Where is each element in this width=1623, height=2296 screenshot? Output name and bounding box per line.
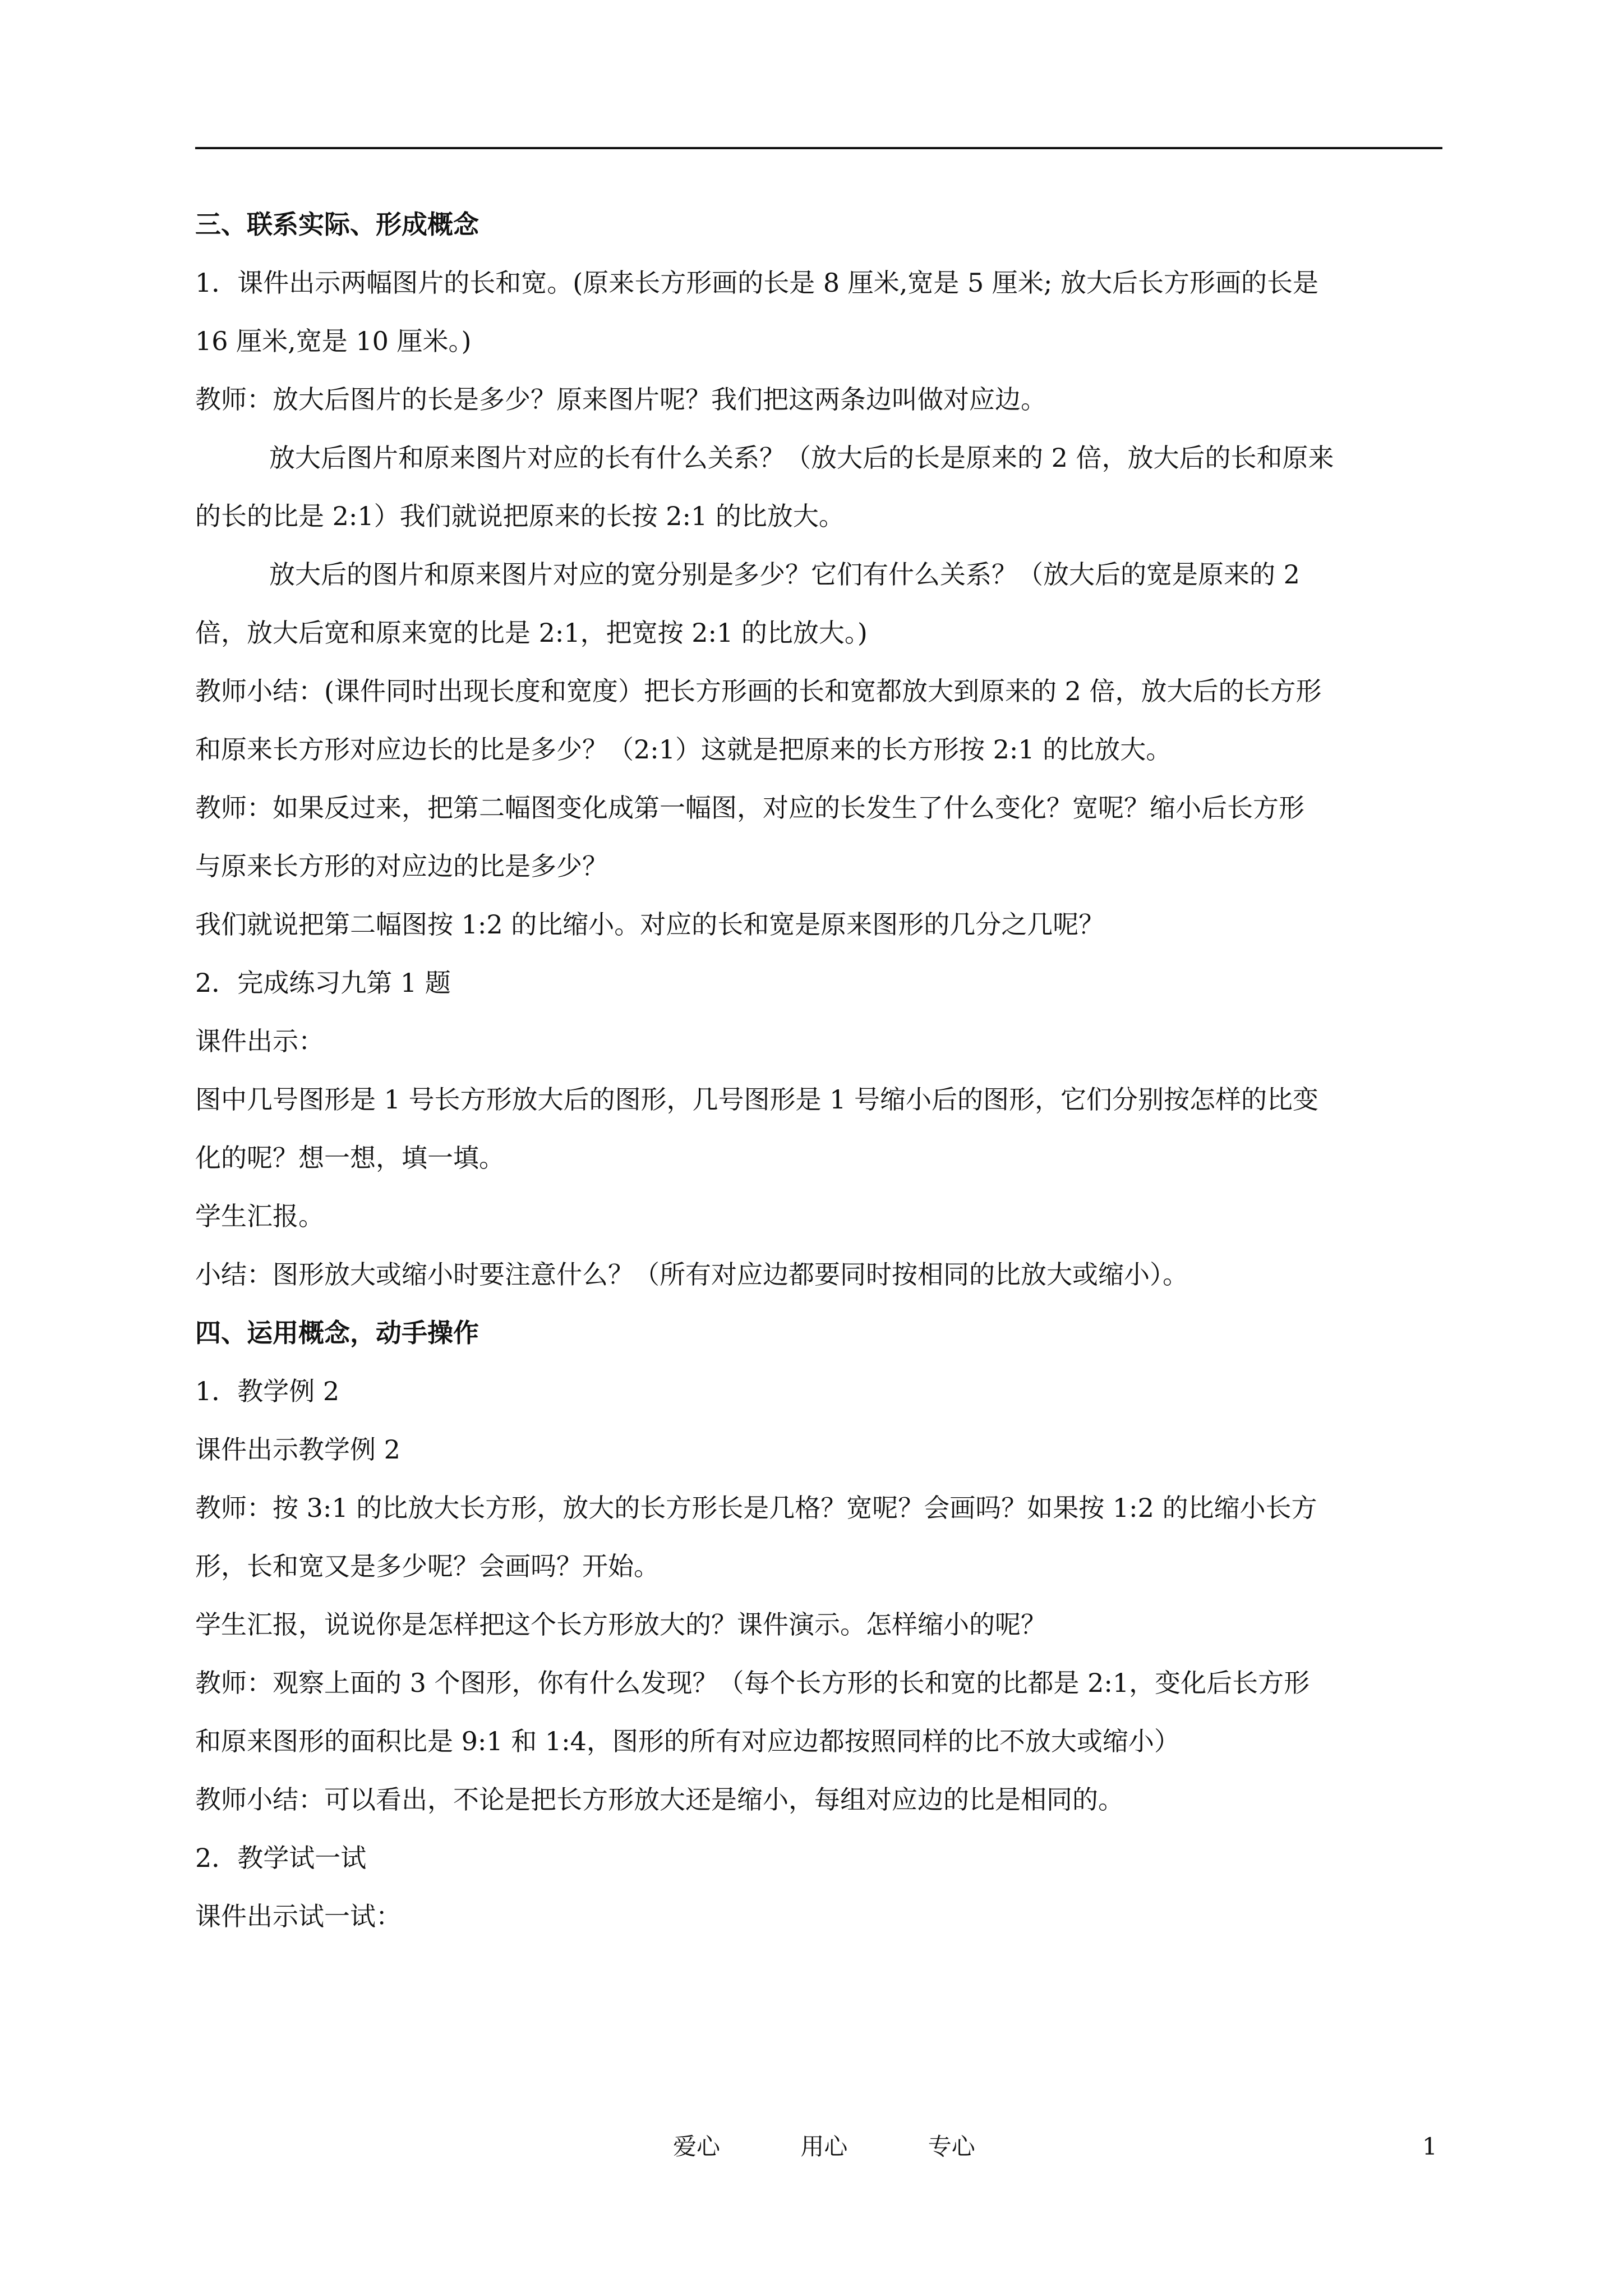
section-heading-4: 四、运用概念，动手操作 (195, 1318, 479, 1348)
paragraph-line: 学生汇报。 (195, 1201, 324, 1231)
paragraph-line: 与原来长方形的对应边的比是多少？ (195, 851, 608, 881)
paragraph-line: 课件出示教学例 2 (195, 1434, 400, 1465)
paragraph-line: 倍，放大后宽和原来宽的比是 2:1，把宽按 2:1 的比放大。) (195, 618, 868, 648)
paragraph-line: 小结：图形放大或缩小时要注意什么？（所有对应边都要同时按相同的比放大或缩小）。 (195, 1259, 1188, 1290)
paragraph-line: 2．完成练习九第 1 题 (195, 968, 451, 998)
paragraph-line: 教师小结：可以看出，不论是把长方形放大还是缩小，每组对应边的比是相同的。 (195, 1784, 1124, 1815)
paragraph-line: 1．课件出示两幅图片的长和宽。(原来长方形画的长是 8 厘米,宽是 5 厘米; 放大后长方形画的长是 (195, 268, 1318, 298)
document-body (195, 208, 1442, 1958)
header-rule (195, 147, 1442, 149)
footer-motto-word: 专心 (928, 2133, 975, 2160)
paragraph-line: 16 厘米,宽是 10 厘米。) (195, 326, 472, 356)
paragraph-line: 放大后的图片和原来图片对应的宽分别是多少？它们有什么关系？（放大后的宽是原来的 2 (269, 559, 1300, 590)
paragraph-line: 教师：按 3:1 的比放大长方形，放大的长方形长是几格？宽呢？会画吗？如果按 1:2 的比缩小长方 (195, 1493, 1317, 1523)
paragraph-line: 我们就说把第二幅图按 1:2 的比缩小。对应的长和宽是原来图形的几分之几呢？ (195, 909, 1105, 940)
section-heading-3: 三、联系实际、形成概念 (195, 209, 479, 240)
footer-motto-word: 爱心 (673, 2133, 721, 2160)
paragraph-line: 1．教学例 2 (195, 1376, 340, 1406)
paragraph-line: 化的呢？想一想，填一填。 (195, 1143, 505, 1173)
paragraph-line: 和原来图形的面积比是 9:1 和 1:4，图形的所有对应边都按照同样的比不放大或缩小） (195, 1726, 1180, 1756)
paragraph-line: 放大后图片和原来图片对应的长有什么关系？（放大后的长是原来的 2 倍，放大后的长和原来 (269, 443, 1334, 473)
paragraph-line: 课件出示： (195, 1026, 324, 1056)
paragraph-line: 和原来长方形对应边长的比是多少？（2:1）这就是把原来的长方形按 2:1 的比放大。 (195, 734, 1172, 765)
paragraph-line: 教师：放大后图片的长是多少？原来图片呢？我们把这两条边叫做对应边。 (195, 384, 1046, 415)
paragraph-line: 课件出示试一试： (195, 1901, 402, 1931)
page-number: 1 (1422, 2133, 1437, 2160)
footer-motto (673, 2132, 975, 2162)
paragraph-line: 教师：如果反过来，把第二幅图变化成第一幅图，对应的长发生了什么变化？宽呢？缩小后长方形 (195, 793, 1304, 823)
footer-motto-word: 用心 (800, 2133, 848, 2160)
paragraph-line: 学生汇报，说说你是怎样把这个长方形放大的？课件演示。怎样缩小的呢？ (195, 1609, 1046, 1640)
paragraph-line: 2．教学试一试 (195, 1843, 367, 1873)
paragraph-line: 图中几号图形是 1 号长方形放大后的图形，几号图形是 1 号缩小后的图形，它们分别按怎样的比变 (195, 1084, 1319, 1115)
paragraph-line: 形，长和宽又是多少呢？会画吗？开始。 (195, 1551, 660, 1581)
paragraph-line: 教师小结：(课件同时出现长度和宽度）把长方形画的长和宽都放大到原来的 2 倍，放大后的长方形 (195, 676, 1322, 706)
paragraph-line: 教师：观察上面的 3 个图形，你有什么发现？（每个长方形的长和宽的比都是 2:1，变化后长方形 (195, 1668, 1310, 1698)
paragraph-line: 的长的比是 2:1）我们就说把原来的长按 2:1 的比放大。 (195, 501, 845, 531)
